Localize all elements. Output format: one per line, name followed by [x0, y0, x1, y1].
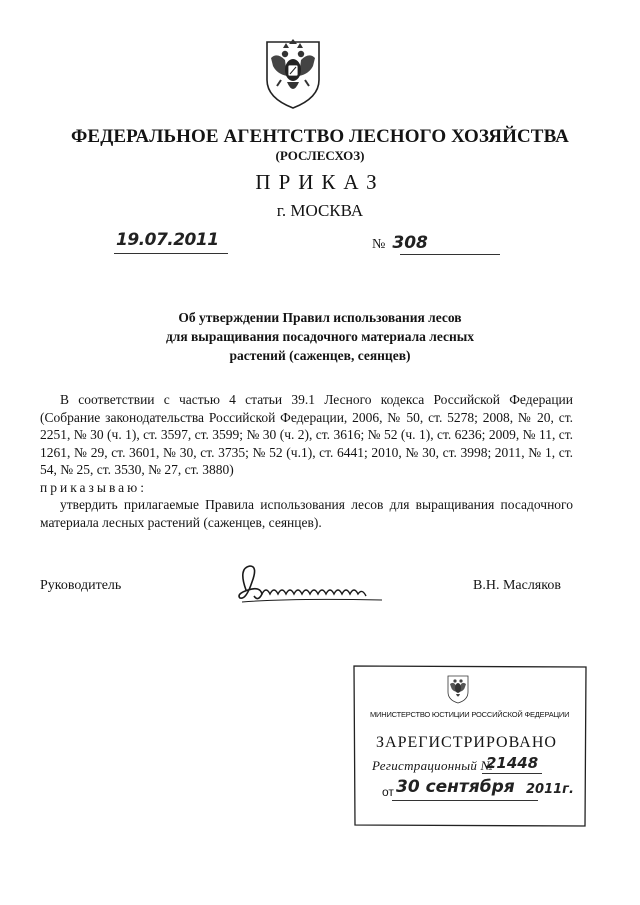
agency-name: ФЕДЕРАЛЬНОЕ АГЕНТСТВО ЛЕСНОГО ХОЗЯЙСТВА [71, 126, 569, 147]
order-date: 19.07.2011 [116, 230, 219, 250]
number-sign: № [372, 237, 386, 252]
document-city: г. МОСКВА [276, 201, 364, 220]
stamp-date-underline [392, 800, 538, 801]
handwritten-signature-icon [232, 560, 402, 608]
stamp-ministry: МИНИСТЕРСТВО ЮСТИЦИИ РОССИЙСКОЙ ФЕДЕРАЦИИ [370, 710, 570, 719]
stamp-emblem-icon [445, 672, 471, 704]
order-date-field [114, 230, 228, 252]
agency-short-name: (РОСЛЕСХОЗ) [275, 148, 365, 163]
signer-position: Руководитель [40, 578, 122, 593]
signer-name: В.Н. Масляков [473, 578, 561, 593]
coat-of-arms-icon [263, 36, 323, 110]
title-line-2: для выращивания посадочного материала лесных [165, 329, 475, 344]
title-line-3: растений (саженцев, сеянцев) [229, 348, 411, 363]
order-title [0, 308, 640, 365]
title-line-1: Об утверждении Правил использования лесов [178, 310, 462, 325]
stamp-reg-number: 21448 [486, 754, 539, 772]
decision-paragraph: утвердить прилагаемые Правила использования лесов для выращивания посадочного материала лесных растений (саженцев, сеянцев). [40, 497, 573, 530]
stamp-from-label: от [382, 785, 394, 799]
order-word: приказываю: [40, 479, 147, 495]
order-date-underline [114, 253, 228, 254]
stamp-reg-underline [482, 773, 542, 774]
document-type: ПРИКАЗ [255, 170, 385, 194]
preamble-paragraph: В соответствии с частью 4 статьи 39.1 Лесного кодекса Российской Федерации (Собрание законодательства Российской Федерации, 2006, № 50, ст. 5278; 2008, № 20, ст. 2251, № 30 (ч. 1), ст. 3597, ст. 3599; № 30 (ч. 2), ст. 3616; № 52 (ч. 1), ст. 6236; 2009, № 11, ст. 1261, № 29, ст. 3601, № 30, ст. 3735; № 52 (ч.1), ст. 6441; 2010, № 30, ст. 3998; 2011, № 1, ст. 54, № 25, ст. 3530, № 27, ст. 3880) [40, 392, 573, 477]
stamp-reg-year: 2011г. [526, 782, 574, 797]
stamp-reg-date: 30 сентября [396, 777, 515, 797]
order-number: 308 [392, 233, 428, 253]
order-body [40, 391, 573, 531]
order-number-field [372, 233, 502, 255]
order-number-underline [400, 254, 500, 255]
registration-stamp [352, 664, 588, 828]
stamp-reg-label: Регистрационный № [372, 758, 494, 773]
stamp-status: ЗАРЕГИСТРИРОВАНО [376, 734, 557, 751]
